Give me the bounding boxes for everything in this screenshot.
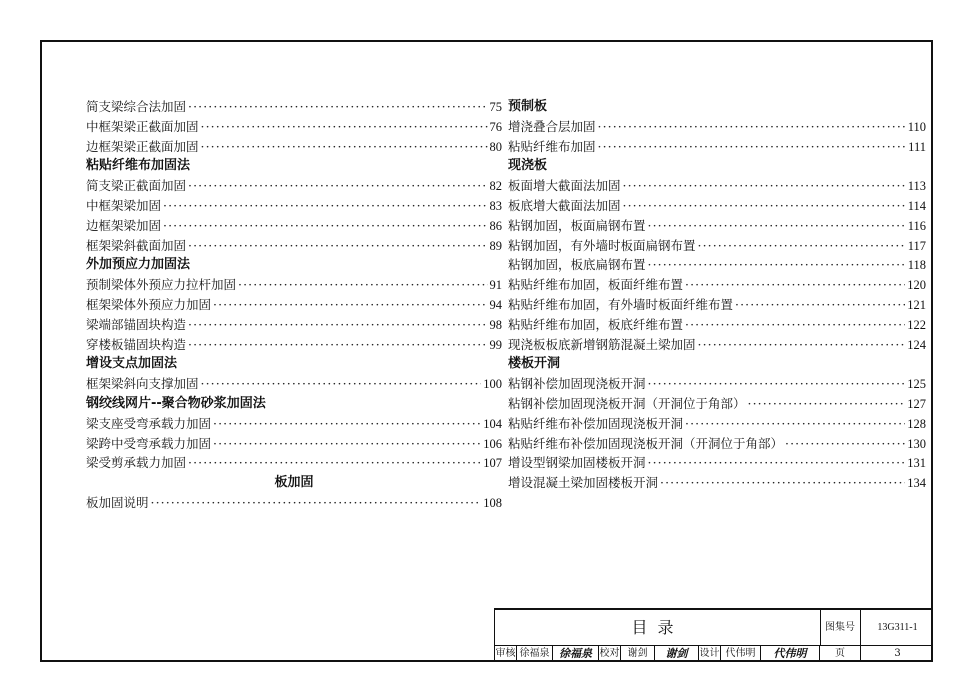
toc-entry bbox=[508, 315, 926, 335]
toc-entry-page: 125 bbox=[907, 377, 926, 392]
toc-entry-page: 106 bbox=[483, 436, 502, 451]
toc-section-heading: 钢绞线网片--聚合物砂浆加固法 bbox=[86, 395, 266, 411]
toc-section-heading: 外加预应力加固法 bbox=[86, 257, 191, 273]
toc-entry-title: 粘贴纤维布补偿加固现浇板开洞（开洞位于角部） bbox=[508, 435, 784, 451]
atlas-number: 13G311-1 bbox=[877, 622, 918, 633]
dot-leader bbox=[785, 434, 905, 454]
toc-entry-title: 板加固说明 bbox=[86, 494, 149, 510]
toc-entry-title: 边框架梁正截面加固 bbox=[86, 138, 199, 154]
toc-entry-page: 127 bbox=[907, 396, 926, 411]
toc-entry-page: 134 bbox=[907, 476, 926, 491]
toc-entry-page: 118 bbox=[907, 258, 926, 273]
toc-entry-title: 中框架梁加固 bbox=[86, 197, 162, 213]
toc-entry bbox=[86, 414, 502, 434]
toc-entry-title: 增浇叠合层加固 bbox=[508, 118, 596, 134]
toc-entry-page: 120 bbox=[907, 278, 926, 293]
toc-entry bbox=[86, 137, 502, 157]
toc-entry bbox=[86, 216, 502, 236]
toc-entry-page: 110 bbox=[907, 119, 926, 134]
dot-leader bbox=[201, 374, 482, 394]
toc-entry-title: 框架梁斜向支撑加固 bbox=[86, 376, 199, 392]
dot-leader bbox=[201, 137, 488, 157]
toc-entry-page: 100 bbox=[483, 377, 502, 392]
toc-entry-page: 94 bbox=[489, 297, 502, 312]
dot-leader bbox=[213, 434, 481, 454]
atlas-number-label: 图集号 bbox=[820, 610, 861, 645]
dot-leader bbox=[188, 176, 487, 196]
dot-leader bbox=[685, 275, 905, 295]
toc-section-heading: 现浇板 bbox=[508, 158, 548, 174]
toc-entry-title: 粘钢加固，板底扁钢布置 bbox=[508, 257, 646, 273]
toc-entry-page: 111 bbox=[908, 139, 926, 154]
toc-entry-title: 板底增大截面法加固 bbox=[508, 197, 621, 213]
design-label: 设计 bbox=[699, 646, 721, 662]
toc-entry bbox=[508, 473, 926, 493]
page-number: 3 bbox=[894, 648, 901, 659]
document-title: 目录 bbox=[495, 610, 821, 645]
toc-entry bbox=[508, 295, 926, 315]
toc-entry-title: 粘钢加固，有外墙时板面扁钢布置 bbox=[508, 237, 696, 253]
toc-entry-page: 76 bbox=[489, 119, 502, 134]
toc-section-heading: 粘贴纤维布加固法 bbox=[86, 158, 191, 174]
toc-entry-page: 104 bbox=[483, 416, 502, 431]
dot-leader bbox=[213, 295, 487, 315]
toc-entry-title: 粘贴纤维布加固，有外墙时板面纤维布置 bbox=[508, 296, 734, 312]
review-label: 审核 bbox=[495, 646, 517, 662]
check-label: 校对 bbox=[599, 646, 621, 662]
toc-entry-title: 梁支座受弯承载力加固 bbox=[86, 415, 212, 431]
toc-section-heading: 楼板开洞 bbox=[508, 356, 561, 372]
toc-entry-page: 99 bbox=[489, 337, 502, 352]
toc-right-column bbox=[508, 97, 926, 493]
dot-leader bbox=[698, 236, 906, 256]
toc-entry bbox=[86, 335, 502, 355]
toc-entry-page: 98 bbox=[489, 317, 502, 332]
toc-entry bbox=[86, 236, 502, 256]
dot-leader bbox=[698, 335, 906, 355]
toc-entry bbox=[508, 434, 926, 454]
dot-leader bbox=[598, 137, 907, 157]
dot-leader bbox=[188, 335, 487, 355]
toc-entry-title: 中框架梁正截面加固 bbox=[86, 118, 199, 134]
reviewer-name: 徐福泉 bbox=[517, 646, 553, 662]
toc-entry bbox=[86, 176, 502, 196]
title-block bbox=[494, 608, 933, 662]
dot-leader bbox=[623, 176, 906, 196]
toc-entry bbox=[508, 236, 926, 256]
toc-entry-title: 粘贴纤维布加固 bbox=[508, 138, 596, 154]
drawing-frame bbox=[40, 40, 933, 662]
checker-name: 谢剑 bbox=[621, 646, 655, 662]
toc-entry bbox=[508, 275, 926, 295]
dot-leader bbox=[201, 117, 488, 137]
dot-leader bbox=[188, 453, 481, 473]
toc-entry bbox=[86, 117, 502, 137]
dot-leader bbox=[735, 295, 905, 315]
dot-leader bbox=[213, 414, 481, 434]
toc-entry-title: 粘钢加固，板面扁钢布置 bbox=[508, 217, 646, 233]
toc-entry-title: 粘钢补偿加固现浇板开洞 bbox=[508, 376, 646, 392]
dot-leader bbox=[623, 196, 906, 216]
toc-entry bbox=[86, 196, 502, 216]
toc-entry-title: 穿楼板锚固块构造 bbox=[86, 336, 187, 352]
page-label: 页 bbox=[820, 646, 861, 662]
toc-entry bbox=[508, 117, 926, 137]
toc-entry-page: 89 bbox=[489, 238, 502, 253]
dot-leader bbox=[598, 117, 906, 137]
toc-entry bbox=[508, 216, 926, 236]
toc-entry-title: 粘贴纤维布补偿加固现浇板开洞 bbox=[508, 415, 684, 431]
toc-entry-title: 增设型钢梁加固楼板开洞 bbox=[508, 455, 646, 471]
dot-leader bbox=[163, 216, 487, 236]
toc-entry bbox=[508, 394, 926, 414]
dot-leader bbox=[188, 97, 487, 117]
toc-entry-page: 80 bbox=[489, 139, 502, 154]
reviewer-signature: 徐福泉 bbox=[553, 646, 599, 662]
toc-entry-page: 116 bbox=[907, 218, 926, 233]
dot-leader bbox=[188, 236, 487, 256]
toc-entry-title: 框架梁斜截面加固 bbox=[86, 237, 187, 253]
toc-section-heading: 增设支点加固法 bbox=[86, 356, 178, 372]
toc-entry bbox=[508, 137, 926, 157]
dot-leader bbox=[151, 493, 482, 513]
dot-leader bbox=[748, 394, 906, 414]
toc-entry bbox=[508, 255, 926, 275]
toc-left-column bbox=[86, 97, 502, 513]
toc-entry-title: 框架梁体外预应力加固 bbox=[86, 296, 212, 312]
dot-leader bbox=[660, 473, 905, 493]
toc-entry-page: 130 bbox=[907, 436, 926, 451]
toc-entry-title: 板面增大截面法加固 bbox=[508, 178, 621, 194]
toc-entry-title: 梁跨中受弯承载力加固 bbox=[86, 435, 212, 451]
title-block-signatures bbox=[495, 646, 933, 662]
toc-entry-title: 简支梁正截面加固 bbox=[86, 178, 187, 194]
toc-entry-title: 粘钢补偿加固现浇板开洞（开洞位于角部） bbox=[508, 395, 746, 411]
dot-leader bbox=[685, 315, 905, 335]
toc-entry bbox=[86, 374, 502, 394]
checker-signature: 谢剑 bbox=[655, 646, 699, 662]
toc-entry bbox=[508, 196, 926, 216]
toc-entry-page: 131 bbox=[907, 456, 926, 471]
dot-leader bbox=[238, 275, 487, 295]
title-block-top bbox=[495, 610, 933, 646]
toc-entry-title: 简支梁综合法加固 bbox=[86, 99, 187, 114]
dot-leader bbox=[648, 453, 906, 473]
toc-entry-page: 107 bbox=[483, 456, 502, 471]
toc-entry-page: 108 bbox=[483, 495, 502, 510]
toc-entry bbox=[86, 275, 502, 295]
toc-section-heading: 板加固 bbox=[274, 475, 314, 491]
toc-section-heading: 预制板 bbox=[508, 99, 548, 114]
toc-entry bbox=[86, 295, 502, 315]
toc-entry-page: 122 bbox=[907, 317, 926, 332]
toc-entry-page: 121 bbox=[907, 297, 926, 312]
dot-leader bbox=[188, 315, 487, 335]
toc-entry-page: 114 bbox=[907, 198, 926, 213]
toc-entry-title: 粘贴纤维布加固，板面纤维布置 bbox=[508, 277, 684, 293]
toc-entry-title: 梁端部锚固块构造 bbox=[86, 316, 187, 332]
toc-entry-page: 86 bbox=[489, 218, 502, 233]
toc-entry-title: 预制梁体外预应力拉杆加固 bbox=[86, 277, 237, 293]
dot-leader bbox=[648, 255, 906, 275]
toc-entry-page: 82 bbox=[489, 179, 502, 194]
toc-entry bbox=[86, 453, 502, 473]
toc-entry bbox=[86, 493, 502, 513]
toc-entry-page: 91 bbox=[489, 278, 502, 293]
toc-entry bbox=[508, 414, 926, 434]
toc-entry-page: 124 bbox=[907, 337, 926, 352]
toc-entry bbox=[508, 374, 926, 394]
toc-entry bbox=[86, 315, 502, 335]
dot-leader bbox=[685, 414, 905, 434]
toc-entry bbox=[86, 97, 502, 117]
designer-signature: 代伟明 bbox=[761, 646, 820, 662]
toc-entry-page: 75 bbox=[489, 100, 502, 114]
toc-entry-title: 梁受剪承载力加固 bbox=[86, 455, 187, 471]
toc-entry-title: 边框架梁加固 bbox=[86, 217, 162, 233]
designer-name: 代伟明 bbox=[721, 646, 761, 662]
toc-entry-page: 128 bbox=[907, 416, 926, 431]
toc-entry bbox=[86, 434, 502, 454]
toc-entry-page: 83 bbox=[489, 198, 502, 213]
toc-entry-title: 现浇板板底新增钢筋混凝土梁加固 bbox=[508, 336, 696, 352]
toc-entry-page: 113 bbox=[907, 179, 926, 194]
toc-entry-title: 增设混凝土梁加固楼板开洞 bbox=[508, 475, 659, 491]
dot-leader bbox=[648, 374, 906, 394]
toc-entry-page: 117 bbox=[907, 238, 926, 253]
dot-leader bbox=[648, 216, 906, 236]
toc-entry-title: 粘贴纤维布加固，板底纤维布置 bbox=[508, 316, 684, 332]
toc-entry bbox=[508, 176, 926, 196]
toc-entry bbox=[508, 453, 926, 473]
dot-leader bbox=[163, 196, 487, 216]
toc-entry bbox=[508, 335, 926, 355]
